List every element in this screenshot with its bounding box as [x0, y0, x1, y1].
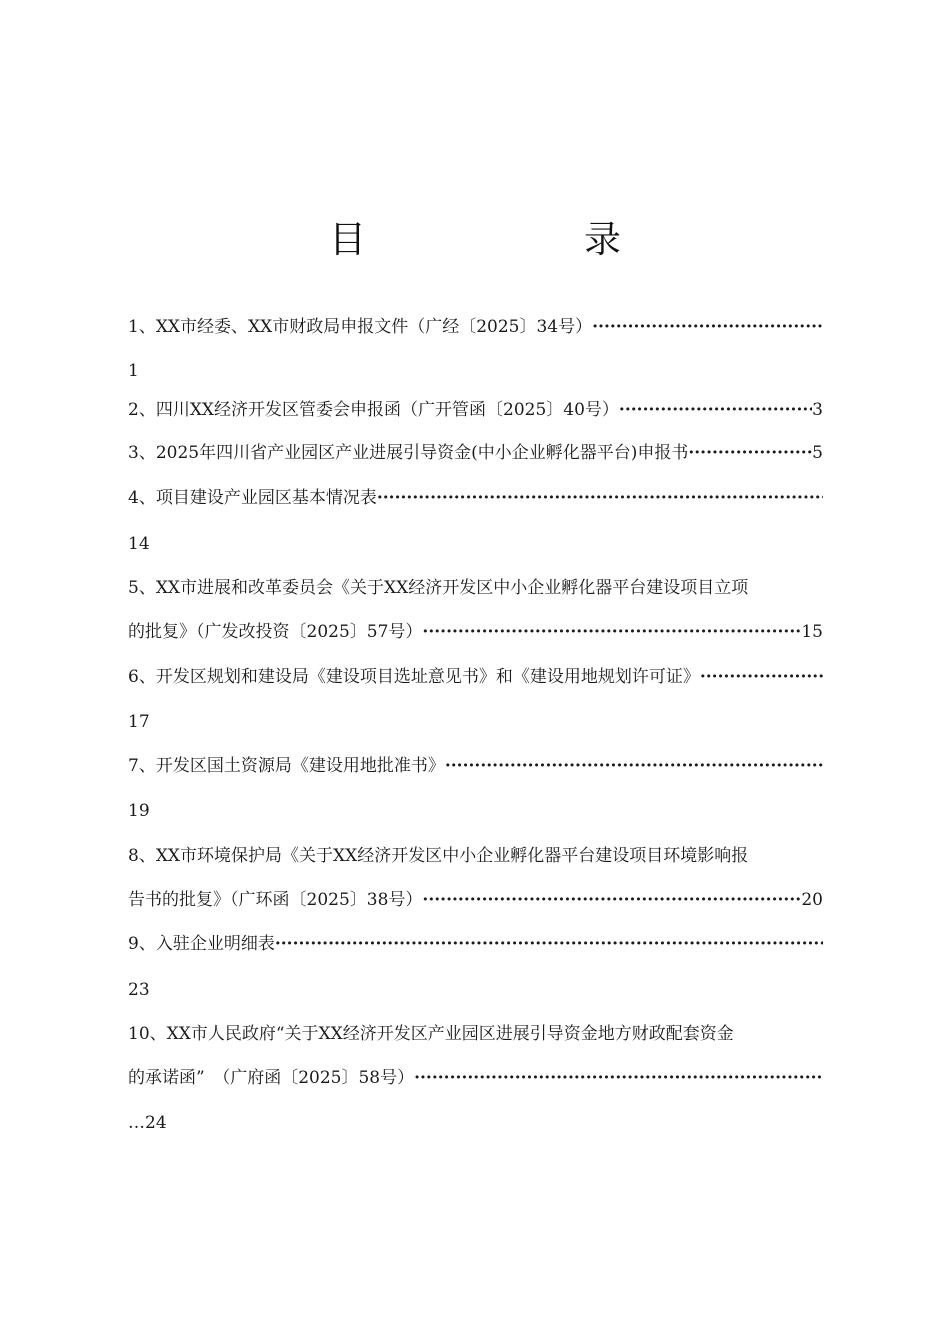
leader-dots: [414, 1067, 823, 1089]
toc-title: 目 录: [329, 218, 669, 261]
leader-dots: [377, 487, 823, 509]
toc-entry-9-page: 23: [128, 980, 150, 1000]
toc-entry-7-line-1: [128, 755, 823, 777]
toc-entry-text: 的批复》（广发改投资〔2025〕57号）: [128, 622, 423, 642]
toc-entry-text: 2、四川XX经济开发区管委会申报函（广开管函〔2025〕40号）: [128, 400, 619, 420]
toc-entry-5-line-1: 5、XX市进展和改革委员会《关于XX经济开发区中小企业孵化器平台建设项目立项: [128, 578, 749, 598]
toc-entry-text: 9、入驻企业明细表: [128, 934, 275, 954]
toc-entry-1-line-1: [128, 316, 823, 338]
toc-entry-9-line-1: [128, 933, 823, 955]
toc-entry-10-page: …24: [128, 1113, 167, 1133]
leader-dots: [445, 755, 823, 777]
toc-entry-10-line-2: [128, 1067, 823, 1089]
toc-entry-1-page: 1: [128, 361, 139, 381]
toc-entry-8-line-2: [128, 889, 823, 911]
leader-dots: [275, 933, 823, 955]
toc-page-number: 3: [812, 400, 823, 420]
toc-entry-text: 6、开发区规划和建设局《建设项目选址意见书》和《建设用地规划许可证》: [128, 667, 700, 687]
leader-dots: [688, 442, 812, 464]
toc-entry-3-line-1: [128, 442, 823, 464]
toc-entry-7-page: 19: [128, 801, 150, 821]
toc-entry-text: 4、项目建设产业园区基本情况表: [128, 488, 377, 508]
toc-entry-5-line-2: [128, 621, 823, 643]
toc-entry-8-line-1: 8、XX市环境保护局《关于XX经济开发区中小企业孵化器平台建设项目环境影响报: [128, 846, 749, 866]
toc-page-number: 5: [812, 443, 823, 463]
toc-entry-text: 3、2025年四川省产业园区产业进展引导资金(中小企业孵化器平台)申报书: [128, 443, 689, 463]
leader-dots: [592, 316, 823, 338]
leader-dots: [619, 399, 812, 421]
leader-dots: [422, 889, 801, 911]
toc-entry-2-line-1: [128, 399, 823, 421]
leader-dots: [422, 621, 801, 643]
toc-entry-4-line-1: [128, 487, 823, 509]
toc-entry-text: 的承诺函” （广府函〔2025〕58号）: [128, 1068, 415, 1088]
toc-entry-text: 告书的批复》（广环函〔2025〕38号）: [128, 890, 423, 910]
toc-page-number: 20: [801, 890, 823, 910]
toc-entry-4-page: 14: [128, 534, 150, 554]
leader-dots: [700, 666, 823, 688]
toc-entry-text: 1、XX市经委、XX市财政局申报文件（广经〔2025〕34号）: [128, 317, 593, 337]
toc-page-number: 15: [801, 622, 823, 642]
toc-entry-text: 7、开发区国土资源局《建设用地批准书》: [128, 756, 445, 776]
toc-entry-6-page: 17: [128, 712, 150, 732]
toc-entry-10-line-1: 10、XX市人民政府“关于XX经济开发区产业园区进展引导资金地方财政配套资金: [128, 1024, 734, 1044]
toc-entry-6-line-1: [128, 666, 823, 688]
